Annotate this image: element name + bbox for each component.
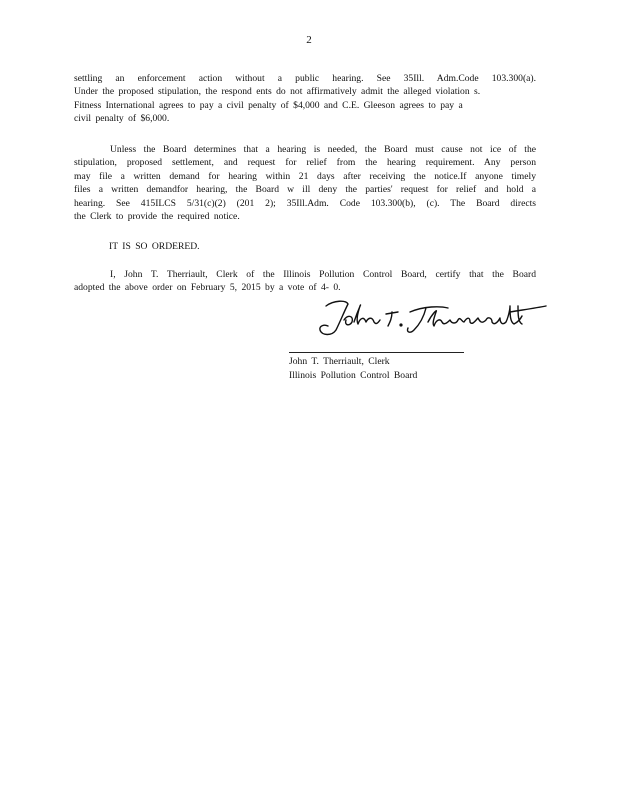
page-number: 2 xyxy=(306,34,312,46)
text-line: files a written demandfor hearing, the Board w ill deny the parties' request for relief and hold a xyxy=(74,184,536,196)
text-line: may file a written demand for hearing within 21 days after receiving the notice.If anyone timely xyxy=(74,170,536,182)
text-line: IT IS SO ORDERED. xyxy=(109,241,200,252)
text-line: Unless the Board determines that a hearing is needed, the Board must cause not ice of the xyxy=(110,144,536,155)
text-line: I, John T. Therriault, Clerk of the Illinois Pollution Control Board, certify that the Board xyxy=(110,269,536,280)
text-line: settling an enforcement action without a public hearing. See 35Ill. Adm.Code 103.300(a). xyxy=(74,73,536,84)
text-line: stipulation, proposed settlement, and request for relief from the hearing requirement. Any person xyxy=(74,157,536,169)
paragraph-hearing-notice xyxy=(74,143,536,223)
clerk-organization: Illinois Pollution Control Board xyxy=(289,370,418,381)
paragraph-certification xyxy=(74,268,536,295)
signature-block xyxy=(289,355,417,383)
text-line: the Clerk to provide the required notice. xyxy=(74,211,240,223)
handwritten-signature xyxy=(314,292,550,342)
text-line: adopted the above order on February 5, 2015 by a vote of 4- 0. xyxy=(74,282,341,294)
text-line: civil penalty of $6,000. xyxy=(74,113,170,125)
paragraph-settlement xyxy=(74,72,536,126)
signature-line xyxy=(289,352,464,353)
clerk-name: John T. Therriault, Clerk xyxy=(289,356,390,367)
text-line: hearing. See 415ILCS 5/31(c)(2) (201 2); 35Ill.Adm. Code 103.300(b), (c). The Board directs xyxy=(74,197,536,209)
text-line: Fitness International agrees to pay a civil penalty of $4,000 and C.E. Gleeson agrees to pay a xyxy=(74,99,463,111)
so-ordered-line xyxy=(109,240,571,253)
text-line: Under the proposed stipulation, the respond ents do not affirmatively admit the alleged violation s. xyxy=(74,86,481,98)
